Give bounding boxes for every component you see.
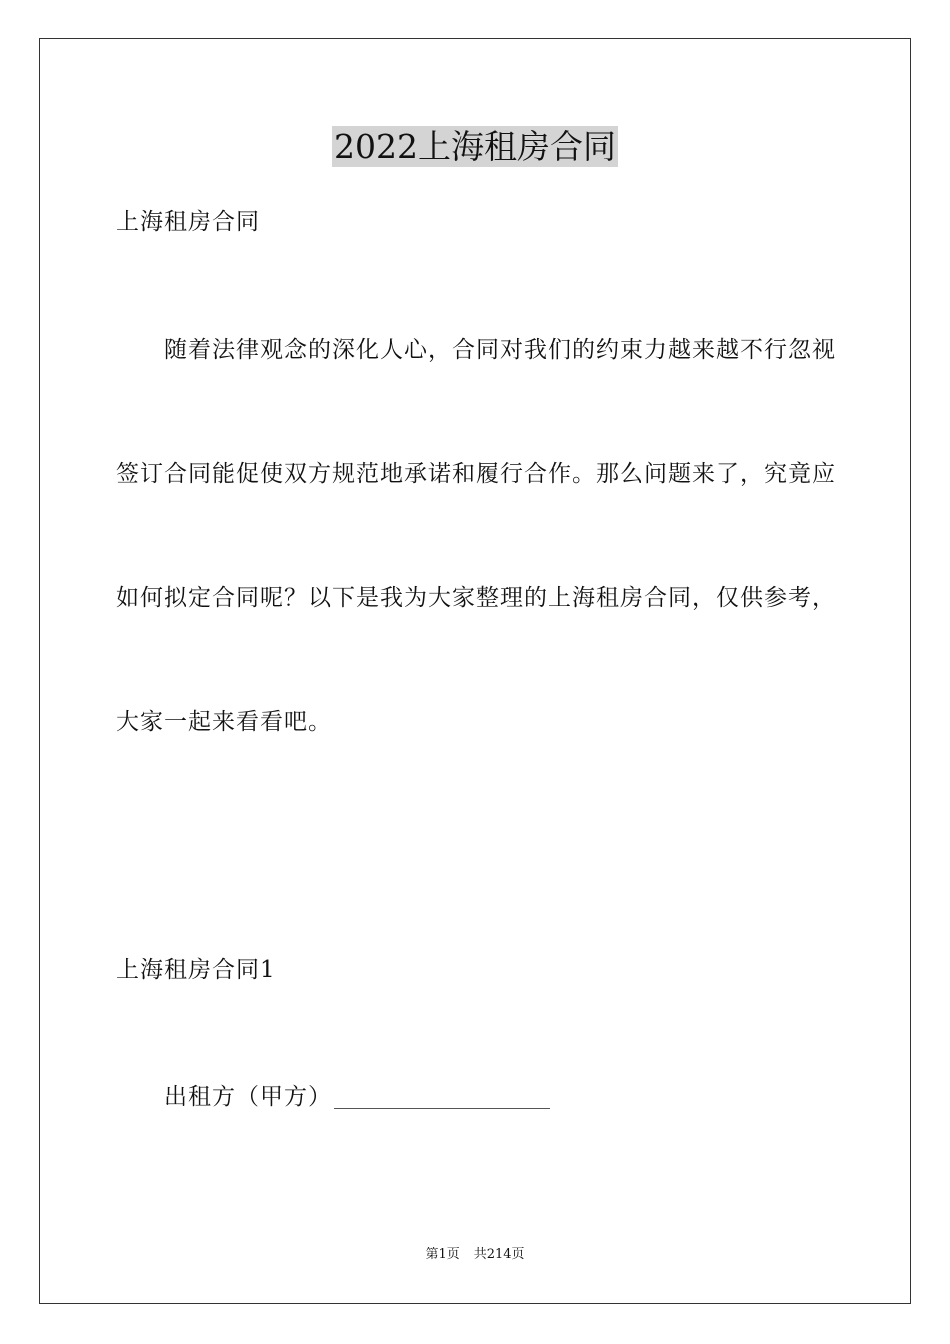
lessor-line [164,1084,550,1109]
intro-line-4: 大家一起来看看吧。 [116,709,332,735]
lessor-label: 出租方（甲方） [164,1084,332,1110]
intro-line-2: 签订合同能促使双方规范地承诺和履行合作。那么问题来了，究竟应 [116,461,836,487]
document-title [0,126,950,167]
page-footer [0,1248,950,1261]
section-heading: 上海租房合同1 [116,957,276,983]
document-title-text: 2022上海租房合同 [334,127,616,166]
document-subtitle: 上海租房合同 [116,209,260,235]
page-number-total: 共214页 [473,1247,525,1262]
intro-line-1: 随着法律观念的深化人心，合同对我们的约束力越来越不行忽视 [164,337,836,363]
lessor-blank-field [334,1084,550,1109]
intro-line-3: 如何拟定合同呢？以下是我为大家整理的上海租房合同，仅供参考， [116,585,836,611]
page-number-current: 第1页 [425,1247,460,1262]
